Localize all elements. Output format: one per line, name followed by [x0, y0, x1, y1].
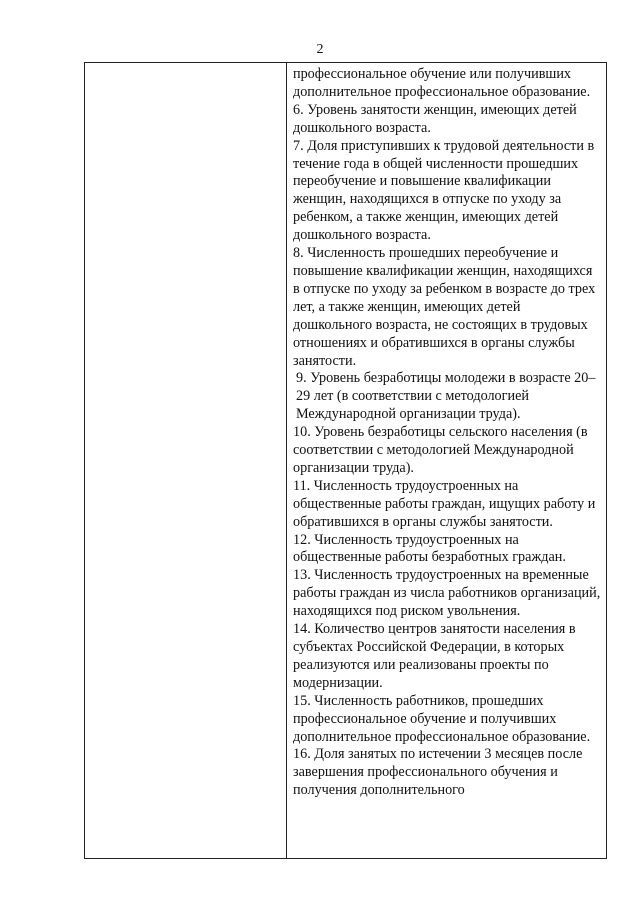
paragraph-item-15: 15. Численность работников, прошедших профессиональное обучение и получивших дополнительное профессиональное образование. — [293, 692, 591, 745]
document-table — [84, 62, 607, 859]
paragraph-item-6: 6. Уровень занятости женщин, имеющих детей дошкольного возраста. — [293, 101, 577, 136]
table-right-cell — [287, 63, 606, 858]
paragraph-continuation: профессиональное обучение или получивших дополнительное профессиональное образование. — [293, 66, 591, 100]
paragraph-item-7: 7. Доля приступивших к трудовой деятельности в течение года в общей численности прошедших переобучение и повышение квалификации женщин, находящихся в отпуске по уходу за ребенком, а также женщин, имеющих детей дошкольного возраста. — [293, 137, 595, 244]
page-number: 2 — [316, 42, 324, 57]
paragraph-item-16: 16. Доля занятых по истечении 3 месяцев после завершения профессионального обучения и получения дополнительного — [293, 746, 583, 799]
table-left-cell — [85, 63, 287, 858]
paragraph-item-14: 14. Количество центров занятости населения в субъектах Российской Федерации, в которых реализуются или реализованы проекты по модернизации. — [293, 621, 576, 691]
paragraph-item-11: 11. Численность трудоустроенных на общественные работы граждан, ищущих работу и обратившихся в органы службы занятости. — [293, 477, 596, 530]
paragraph-item-8: 8. Численность прошедших переобучение и повышение квалификации женщин, находящихся в отпуске по уходу за ребенком в возрасте до трех лет, а также женщин, имеющих детей дошкольного возраста, не состоящих в трудовых отношениях и обратившихся в органы службы занятости. — [293, 245, 596, 369]
paragraph-item-13: 13. Численность трудоустроенных на временные работы граждан из числа работников организаций, находящихся под риском увольнения. — [293, 567, 601, 620]
paragraph-item-10: 10. Уровень безработицы сельского населения (в соответствии с методологией Международной организации труда). — [293, 424, 588, 476]
paragraph-item-12: 12. Численность трудоустроенных на общественные работы безработных граждан. — [293, 531, 566, 566]
paragraph-item-9: 9. Уровень безработицы молодежи в возрасте 20–29 лет (в соответствии с методологией Международной организации труда). — [296, 370, 596, 423]
